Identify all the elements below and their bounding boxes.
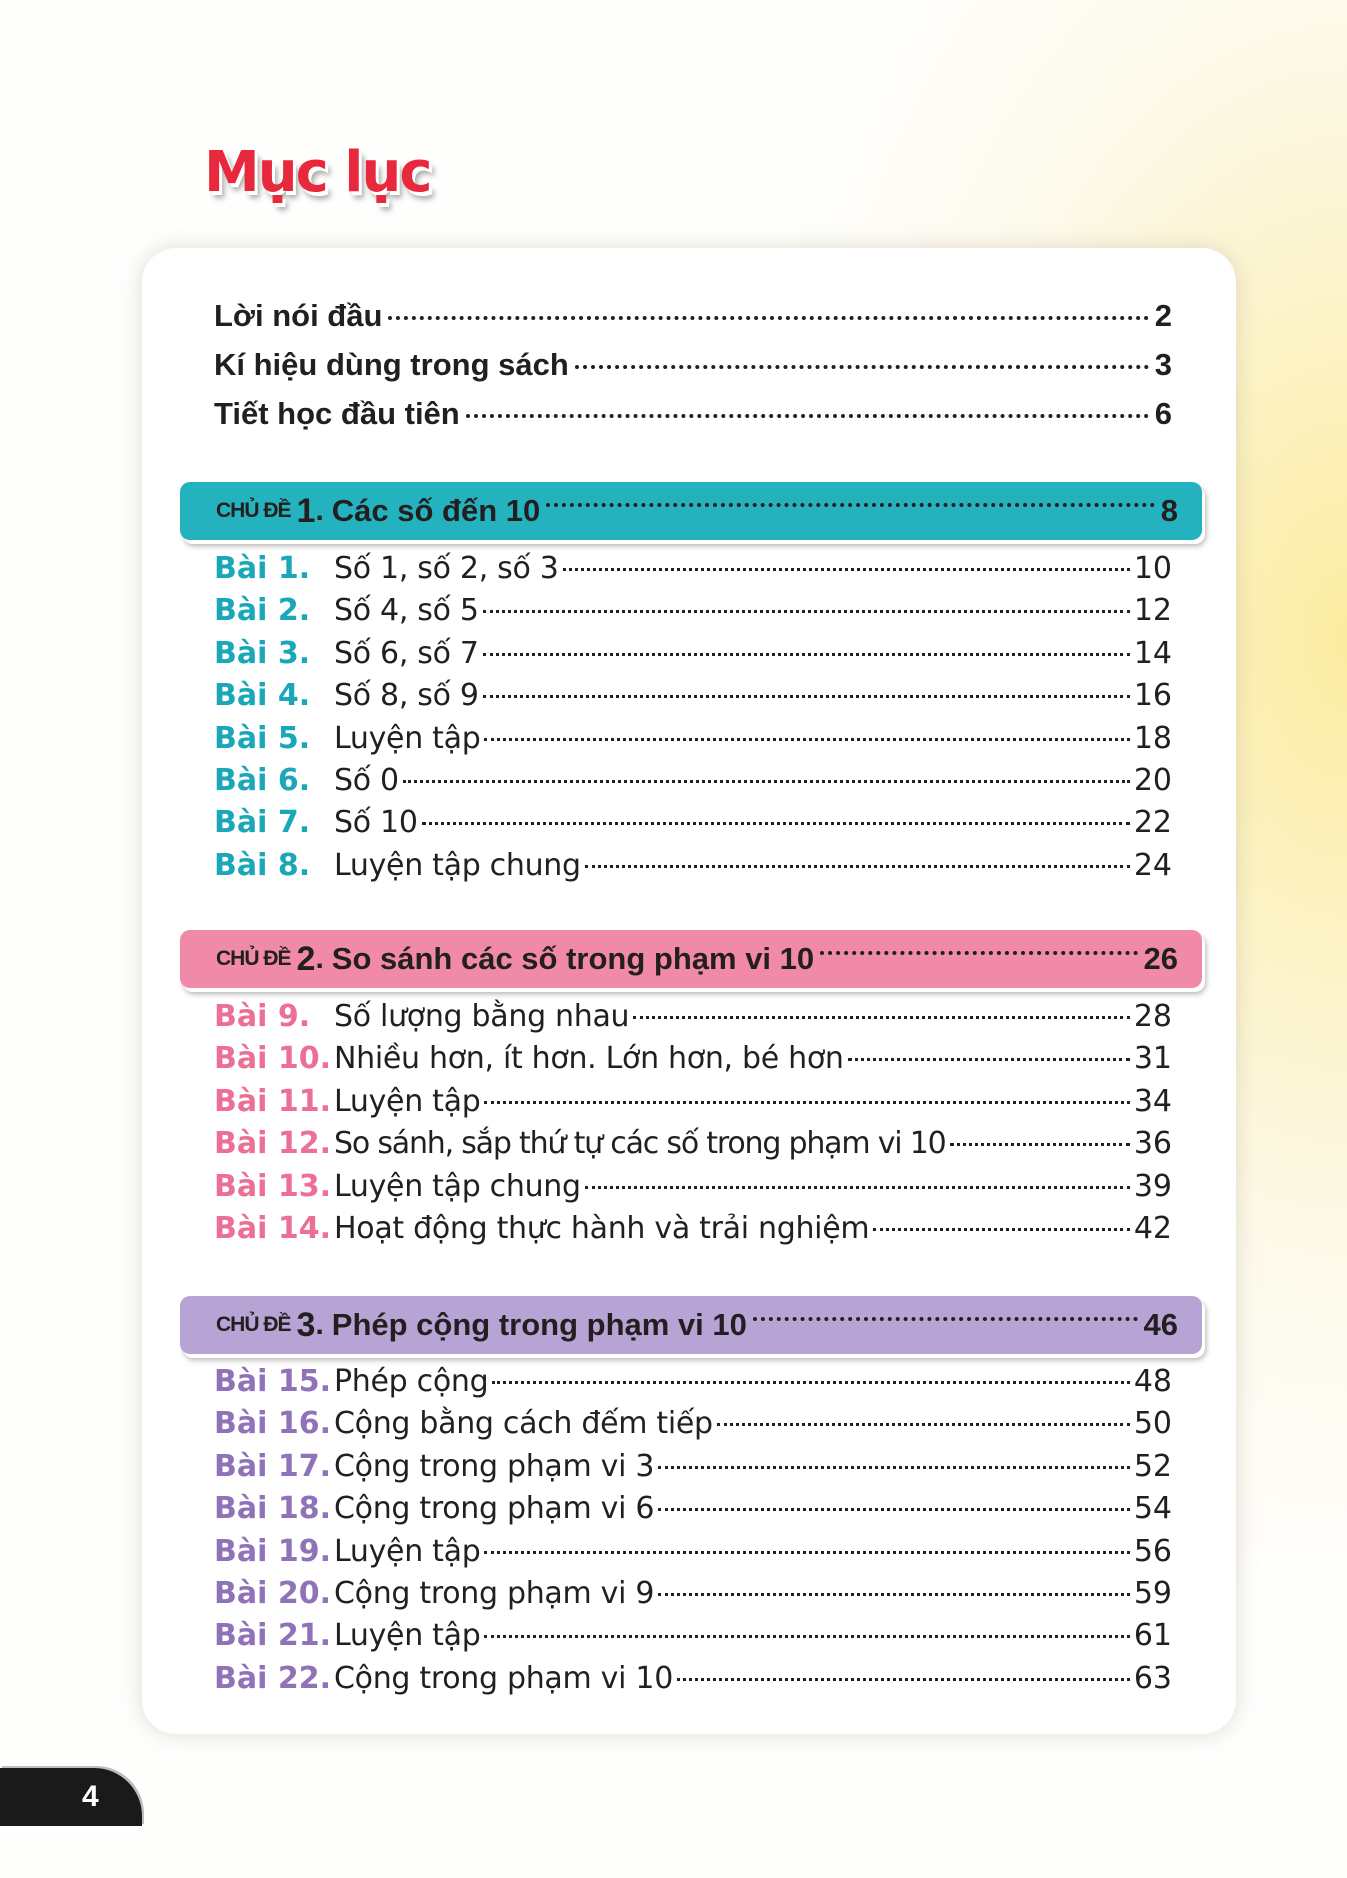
dot-leader	[422, 822, 1130, 825]
front-matter-entry[interactable]	[214, 347, 1172, 396]
lesson-title: Số 4, số 5	[334, 593, 479, 629]
topic-title: Phép cộng trong phạm vi 10	[331, 1307, 747, 1342]
lesson-label: Bài 18.	[214, 1491, 331, 1527]
topic-number: 1	[296, 491, 316, 530]
dot-leader	[677, 1678, 1130, 1681]
lesson-title: Cộng trong phạm vi 6	[334, 1491, 655, 1527]
lesson-page: 16	[1133, 678, 1172, 714]
entry-page: 2	[1154, 298, 1172, 333]
dot-leader	[950, 1143, 1130, 1146]
lesson-page: 14	[1133, 635, 1172, 671]
dot-leader	[492, 1381, 1129, 1384]
lesson-entry[interactable]	[214, 593, 1172, 635]
topic-separator: .	[315, 494, 324, 527]
dot-leader	[483, 695, 1130, 698]
topic-header-1[interactable]	[180, 482, 1202, 540]
lesson-page: 42	[1133, 1210, 1172, 1246]
lesson-page: 39	[1133, 1168, 1172, 1204]
dot-leader	[658, 1593, 1130, 1596]
lesson-title: Số 10	[334, 805, 418, 841]
topic-separator: .	[315, 942, 324, 975]
lesson-title: Cộng bằng cách đếm tiếp	[334, 1406, 713, 1442]
lesson-entry[interactable]	[214, 1084, 1172, 1126]
lesson-label: Bài 16.	[214, 1406, 331, 1442]
lesson-label: Bài 22.	[214, 1660, 331, 1696]
topic-page: 8	[1160, 493, 1178, 528]
lesson-entry[interactable]	[214, 1491, 1172, 1533]
topic-header-2[interactable]	[180, 930, 1202, 988]
entry-title: Kí hiệu dùng trong sách	[214, 347, 569, 382]
dot-leader	[388, 316, 1148, 320]
lesson-entry[interactable]	[214, 1041, 1172, 1083]
lesson-entry[interactable]	[214, 1364, 1172, 1406]
dot-leader	[575, 365, 1149, 369]
lesson-entry[interactable]	[214, 636, 1172, 678]
lesson-list-topic-1	[214, 551, 1172, 890]
lesson-list-topic-3	[214, 1364, 1172, 1703]
front-matter-entry[interactable]	[214, 396, 1172, 445]
lesson-label: Bài 12.	[214, 1126, 331, 1162]
lesson-title: Số 1, số 2, số 3	[334, 551, 559, 586]
lesson-label: Bài 7.	[214, 805, 311, 841]
lesson-page: 34	[1133, 1083, 1172, 1119]
dot-leader	[484, 1551, 1129, 1554]
lesson-list-topic-2	[214, 999, 1172, 1253]
lesson-title: Luyện tập	[334, 1083, 481, 1119]
lesson-title: Luyện tập	[334, 1533, 481, 1569]
dot-leader	[484, 1635, 1129, 1638]
lesson-entry[interactable]	[214, 999, 1172, 1041]
lesson-page: 54	[1133, 1491, 1172, 1527]
lesson-page: 63	[1133, 1660, 1172, 1696]
lesson-entry[interactable]	[214, 1534, 1172, 1576]
lesson-entry[interactable]	[214, 1449, 1172, 1491]
lesson-page: 59	[1133, 1575, 1172, 1611]
lesson-page: 31	[1133, 1041, 1172, 1077]
lesson-entry[interactable]	[214, 1661, 1172, 1703]
lesson-label: Bài 3.	[214, 635, 311, 671]
lesson-page: 12	[1133, 593, 1172, 629]
topic-title: Các số đến 10	[331, 493, 541, 528]
lesson-label: Bài 1.	[214, 551, 311, 586]
lesson-title: Phép cộng	[334, 1364, 489, 1399]
front-matter-entry[interactable]	[214, 298, 1172, 347]
entry-page: 3	[1154, 347, 1172, 382]
dot-leader	[484, 738, 1129, 741]
page-title: Mục lục	[204, 140, 431, 205]
lesson-page: 36	[1133, 1126, 1172, 1162]
lesson-label: Bài 6.	[214, 762, 311, 798]
lesson-page: 48	[1133, 1364, 1172, 1399]
lesson-title: Nhiều hơn, ít hơn. Lớn hơn, bé hơn	[334, 1041, 844, 1077]
topic-prefix: CHỦ ĐỀ	[216, 1313, 291, 1336]
lesson-page: 50	[1133, 1406, 1172, 1442]
lesson-page: 28	[1133, 999, 1172, 1034]
dot-leader	[483, 653, 1130, 656]
lesson-label: Bài 11.	[214, 1083, 331, 1119]
topic-prefix: CHỦ ĐỀ	[216, 947, 291, 970]
lesson-title: Số 8, số 9	[334, 678, 479, 714]
dot-leader	[585, 865, 1130, 868]
lesson-label: Bài 10.	[214, 1041, 331, 1077]
lesson-page: 24	[1133, 847, 1172, 883]
lesson-page: 20	[1133, 762, 1172, 798]
dot-leader	[563, 568, 1130, 571]
dot-leader	[466, 414, 1149, 418]
lesson-entry[interactable]	[214, 1618, 1172, 1660]
lesson-title: So sánh, sắp thứ tự các số trong phạm vi 10	[334, 1126, 946, 1162]
lesson-entry[interactable]	[214, 1169, 1172, 1211]
dot-leader	[483, 610, 1130, 613]
topic-page: 46	[1143, 1307, 1178, 1342]
dot-leader	[873, 1228, 1130, 1231]
topic-number: 3	[296, 1305, 316, 1344]
entry-title: Lời nói đầu	[214, 298, 383, 333]
lesson-page: 52	[1133, 1448, 1172, 1484]
lesson-entry[interactable]	[214, 551, 1172, 593]
dot-leader	[753, 1317, 1138, 1321]
lesson-entry[interactable]	[214, 1406, 1172, 1448]
topic-title: So sánh các số trong phạm vi 10	[331, 941, 815, 976]
lesson-entry[interactable]	[214, 1126, 1172, 1168]
lesson-title: Cộng trong phạm vi 3	[334, 1448, 655, 1484]
page-number: 4	[82, 1780, 99, 1813]
dot-leader	[658, 1466, 1130, 1469]
topic-header-3[interactable]	[180, 1296, 1202, 1354]
entry-page: 6	[1154, 396, 1172, 431]
lesson-label: Bài 20.	[214, 1575, 331, 1611]
lesson-title: Hoạt động thực hành và trải nghiệm	[334, 1210, 870, 1246]
lesson-entry[interactable]	[214, 763, 1172, 805]
lesson-label: Bài 13.	[214, 1168, 331, 1204]
lesson-page: 22	[1133, 805, 1172, 841]
dot-leader	[717, 1423, 1130, 1426]
dot-leader	[658, 1508, 1130, 1511]
dot-leader	[546, 503, 1154, 507]
dot-leader	[585, 1186, 1130, 1189]
entry-title: Tiết học đầu tiên	[214, 396, 460, 431]
topic-number: 2	[296, 939, 316, 978]
page-number-tab	[0, 1768, 142, 1826]
lesson-entry[interactable]	[214, 1576, 1172, 1618]
dot-leader	[484, 1101, 1129, 1104]
lesson-label: Bài 8.	[214, 847, 311, 883]
lesson-label: Bài 17.	[214, 1448, 331, 1484]
lesson-title: Luyện tập	[334, 720, 481, 756]
lesson-title: Luyện tập chung	[334, 1168, 581, 1204]
lesson-label: Bài 2.	[214, 593, 311, 629]
lesson-entry[interactable]	[214, 721, 1172, 763]
lesson-label: Bài 15.	[214, 1364, 331, 1399]
lesson-page: 61	[1133, 1618, 1172, 1654]
lesson-title: Cộng trong phạm vi 10	[334, 1660, 673, 1696]
lesson-entry[interactable]	[214, 805, 1172, 847]
lesson-label: Bài 5.	[214, 720, 311, 756]
lesson-label: Bài 4.	[214, 678, 311, 714]
dot-leader	[848, 1058, 1130, 1061]
lesson-title: Số 0	[334, 762, 399, 798]
topic-separator: .	[315, 1308, 324, 1341]
lesson-title: Cộng trong phạm vi 9	[334, 1575, 655, 1611]
lesson-title: Số 6, số 7	[334, 635, 479, 671]
lesson-title: Số lượng bằng nhau	[334, 999, 630, 1034]
lesson-title: Luyện tập	[334, 1618, 481, 1654]
lesson-label: Bài 9.	[214, 999, 311, 1034]
dot-leader	[403, 780, 1130, 783]
front-matter-list	[214, 298, 1172, 445]
lesson-entry[interactable]	[214, 1211, 1172, 1253]
dot-leader	[820, 951, 1137, 955]
lesson-entry[interactable]	[214, 678, 1172, 720]
lesson-page: 56	[1133, 1533, 1172, 1569]
dot-leader	[633, 1016, 1130, 1019]
lesson-entry[interactable]	[214, 848, 1172, 890]
lesson-label: Bài 19.	[214, 1533, 331, 1569]
lesson-label: Bài 21.	[214, 1618, 331, 1654]
topic-prefix: CHỦ ĐỀ	[216, 499, 291, 522]
lesson-page: 18	[1133, 720, 1172, 756]
lesson-page: 10	[1133, 551, 1172, 586]
lesson-label: Bài 14.	[214, 1210, 331, 1246]
lesson-title: Luyện tập chung	[334, 847, 581, 883]
topic-page: 26	[1143, 941, 1178, 976]
